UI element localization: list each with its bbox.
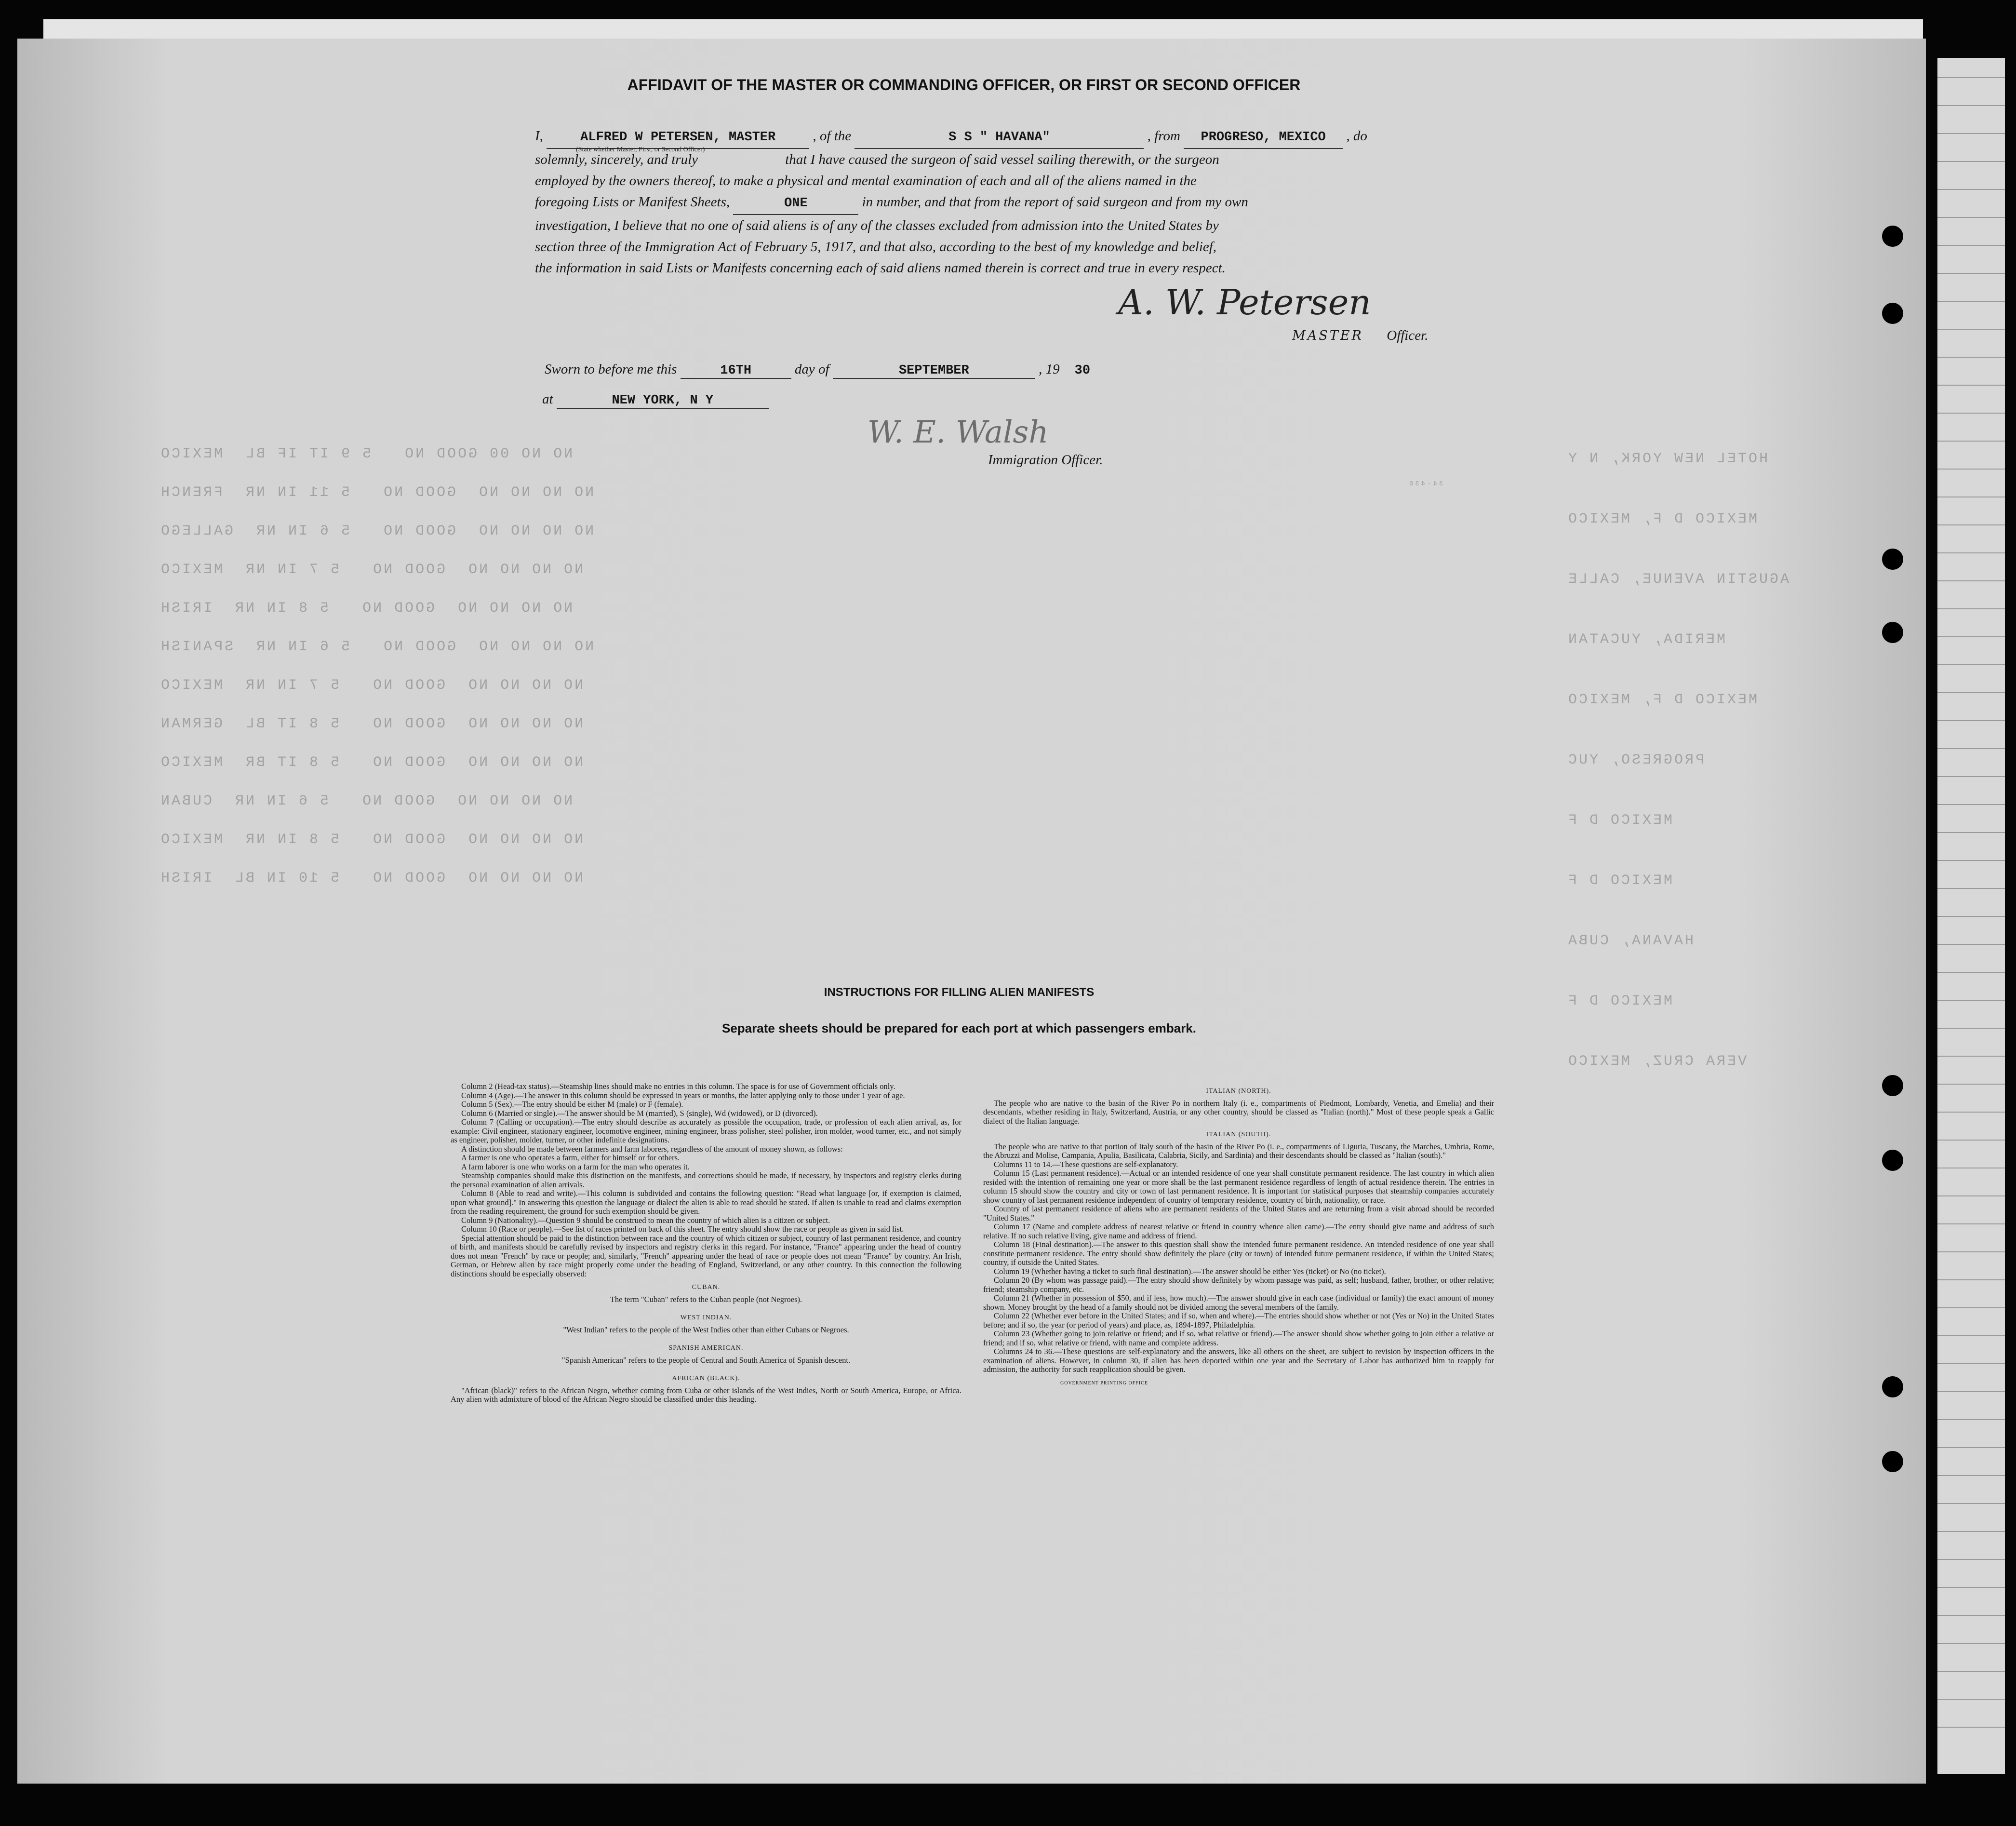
aff-line-7: the information in said Lists or Manifests concerning each of said aliens named therein is correct and true in every respect. <box>535 260 1226 276</box>
master-name-field: ALFRED W PETERSEN, MASTER <box>547 127 809 149</box>
ruled-line <box>1937 273 2005 274</box>
bleed-address: HAVANA, CUBA <box>1566 933 1694 949</box>
ruled-line <box>1937 692 2005 693</box>
signature-title: MASTER <box>1292 328 1363 343</box>
ruled-line <box>1937 1727 2005 1728</box>
ruled-line <box>1937 832 2005 833</box>
ruled-line <box>1937 1112 2005 1113</box>
bleed-row: NO NO NO NO GOOD NO 5 8 IT BL GERMAN <box>159 716 584 732</box>
instruction-paragraph: Column 17 (Name and complete address of nearest relative or friend in country whence alien came).—The entry should give name and address of such relative. If no such relative living, give name and address of friend. <box>983 1222 1494 1240</box>
bleed-address: MEXICO D F, MEXICO <box>1566 692 1758 708</box>
ruled-line <box>1937 804 2005 805</box>
ruled-line <box>1937 189 2005 190</box>
instruction-paragraph: Column 10 (Race or people).—See list of races printed on back of this sheet. The entry should show the race or people as given in said list. <box>461 1224 904 1234</box>
ruled-line <box>1937 1251 2005 1252</box>
ruled-line <box>1937 357 2005 358</box>
ruled-line <box>1937 1699 2005 1700</box>
ruled-line <box>1937 1084 2005 1085</box>
sworn-text: , 19 <box>1039 362 1060 377</box>
bleed-address: MEXICO D F <box>1566 993 1673 1009</box>
aff-text: I, <box>535 128 543 144</box>
instruction-paragraph: Country of last permanent residence of aliens who are permanent residents of the United States and are returning from a visit abroad should be recorded "United States." <box>983 1204 1494 1222</box>
ruled-line <box>1937 245 2005 246</box>
binder-hole <box>1882 622 1903 643</box>
instruction-paragraph: A distinction should be made between farmers and farm laborers, regardless of the amount of money shown, as follows: <box>461 1144 843 1154</box>
sworn-text: day of <box>794 362 829 377</box>
instruction-paragraph: The people who are native to that portion of Italy south of the basin of the River Po (i. e., compartments of Liguria, Tuscany, the Marches, Umbria, Rome, the Abruzzi and Molise, Campania, Apulia, Basilicata, Calabria, Sicily, and Sardinia) and their descendants should be classed as "Italian (south)." <box>983 1141 1494 1160</box>
ruled-line <box>1937 1000 2005 1001</box>
aff-line-2: solemnly, sincerely, and truly that I have caused the surgeon of said vessel sailing therewith, or the surgeon <box>535 152 1219 167</box>
section-heading: CUBAN. <box>692 1284 721 1291</box>
instruction-paragraph: Column 19 (Whether having a ticket to such final destination).—The answer should be either Yes (ticket) or No (no ticket). <box>994 1266 1386 1276</box>
ruled-line <box>1937 524 2005 525</box>
instruction-paragraph: A farmer is one who operates a farm, either for himself or for others. <box>461 1153 680 1162</box>
instructions-right-column <box>983 1082 1494 1391</box>
ruled-line <box>1937 1307 2005 1308</box>
aff-text: in number, and that from the report of said surgeon and from my own <box>862 194 1248 210</box>
ruled-line <box>1937 1419 2005 1420</box>
at-text: at <box>542 391 553 407</box>
binder-hole <box>1882 1150 1903 1171</box>
aff-text: foregoing Lists or Manifest Sheets, <box>535 194 730 210</box>
sworn-text: Sworn to before me this <box>545 362 677 377</box>
immigration-officer-signature: W. E. Walsh <box>868 415 1049 450</box>
instruction-paragraph: Column 8 (Able to read and write).—This column is subdivided and contains the following question: "Read what language [or, if exemption is claimed, upon what ground]." In answering this question the language or dialect the alien is able to read should be stated. If alien is unable to read and claims exemption from the reading requirement, the ground for such exemption should be given. <box>451 1189 961 1216</box>
bleed-row: NO NO NO NO GOOD NO 5 6 IN NR SPANISH <box>159 639 594 655</box>
section-heading: SPANISH AMERICAN. <box>668 1344 744 1352</box>
ruled-line <box>1937 385 2005 386</box>
bleed-row: NO NO NO NO GOOD NO 5 7 IN NR MEXICO <box>159 677 584 694</box>
ruled-line <box>1937 105 2005 106</box>
aff-text: , do <box>1346 128 1367 144</box>
ruled-line <box>1937 1391 2005 1392</box>
ruled-line <box>1937 217 2005 218</box>
instruction-paragraph: Column 9 (Nationality).—Question 9 should be construed to mean the country of which alien is a citizen or subject. <box>461 1215 830 1225</box>
instruction-paragraph: Column 2 (Head-tax status).—Steamship lines should make no entries in this column. The space is for use of Government officials only. <box>461 1082 895 1091</box>
port-field: PROGRESO, MEXICO <box>1184 127 1343 149</box>
ruled-line <box>1937 916 2005 917</box>
aff-line-3: employed by the owners thereof, to make a physical and mental examination of each and all of the aliens named in the <box>535 173 1197 188</box>
binder-hole <box>1882 226 1903 247</box>
ruled-line <box>1937 608 2005 609</box>
aff-line-5: investigation, I believe that no one of said aliens is of any of the classes excluded from admission into the United States by <box>535 218 1219 233</box>
place-line <box>542 391 769 409</box>
bleed-row: NO NO 00 GOOD NO 5 9 IT IF BL MEXICO <box>159 446 573 462</box>
ruled-line <box>1937 636 2005 637</box>
binder-hole <box>1882 1451 1903 1472</box>
aff-text: , of the <box>813 128 852 144</box>
bleed-row: NO NO NO NO GOOD NO 5 7 IN NR MEXICO <box>159 562 584 578</box>
ruled-line <box>1937 301 2005 302</box>
ruled-line <box>1937 776 2005 777</box>
instruction-paragraph: Columns 11 to 14.—These questions are self-explanatory. <box>994 1159 1178 1169</box>
ruled-line <box>1937 580 2005 581</box>
instruction-paragraph: Column 5 (Sex).—The entry should be either M (male) or F (female). <box>461 1100 683 1109</box>
binder-hole <box>1882 303 1903 324</box>
ruled-line <box>1937 888 2005 889</box>
ruled-line <box>1937 664 2005 665</box>
bleed-row: NO NO NO NO GOOD NO 5 8 IN NR MEXICO <box>159 832 584 848</box>
officer-suffix: Officer. <box>1387 328 1429 343</box>
sworn-day-field: 16TH <box>681 363 791 379</box>
binder-hole <box>1882 1075 1903 1096</box>
ruled-line <box>1937 1475 2005 1476</box>
bleed-row: NO NO NO NO GOOD NO 5 8 IT BR MEXICO <box>159 754 584 771</box>
instruction-paragraph: Column 23 (Whether going to join relative or friend; and if so, what relative or friend).—The answer should show whether going to join either a relative or friend; and if so, what relative or friend, with name and complete address. <box>983 1329 1494 1347</box>
bleed-address: HOTEL NEW YORK, N Y <box>1566 451 1768 467</box>
master-signature: A. W. Petersen <box>1118 282 1371 322</box>
ruled-line <box>1937 860 2005 861</box>
ruled-line <box>1937 413 2005 414</box>
bleed-address: MEXICO D F, MEXICO <box>1566 511 1758 527</box>
instruction-paragraph: Column 7 (Calling or occupation).—The entry should describe as accurately as possible the occupation, trade, or profession of each alien arrival, as, for example: Civil engineer, stationary engineer, locomotive engineer, mining engineer, brass polisher, steel polisher, iron molder, wood turner, etc., and not simply as engineer, polisher, molder, turner, or other indefinite designations. <box>451 1117 961 1144</box>
binder-hole <box>1882 549 1903 570</box>
aff-text: , from <box>1147 128 1180 144</box>
officer-type-note: (State whether Master, First, or Second Officer) <box>576 146 705 153</box>
section-heading: ITALIAN (NORTH). <box>1206 1088 1271 1095</box>
instructions-title: INSTRUCTIONS FOR FILLING ALIEN MANIFESTS <box>824 986 1095 999</box>
ruled-line <box>1937 1363 2005 1364</box>
bleed-address: MEXICO D F <box>1566 812 1673 829</box>
ruled-line <box>1937 748 2005 749</box>
section-heading: ITALIAN (SOUTH). <box>1206 1131 1271 1138</box>
binder-hole <box>1882 1376 1903 1397</box>
instruction-paragraph: Special attention should be paid to the distinction between race and the country of which citizen or subject, country of last permanent residence, and country of birth, and manifests should be carefully revised by inspectors and registry clerks in this regard. For instance, "France" appearing under the head of country does not mean "French" by race or people; and, similarly, "French" appearing under the head of race or people does not mean "France" by country. An Irish, German, or Hebrew alien by race might properly come under the heading of England, Switzerland, or any other country. In this connection the following distinctions should be especially observed: <box>451 1233 961 1278</box>
instruction-paragraph: A farm laborer is one who works on a farm for the man who operates it. <box>461 1162 690 1171</box>
ruled-line <box>1937 1587 2005 1588</box>
section-text: "West Indian" refers to the people of the West Indies other than either Cubans or Negroes. <box>563 1325 849 1334</box>
bleed-row: NO NO NO NO GOOD NO 5 11 IN NR FRENCH <box>159 484 594 501</box>
ruled-line <box>1937 1531 2005 1532</box>
ruled-line <box>1937 1643 2005 1644</box>
section-text: "Spanish American" refers to the people of Central and South America of Spanish descent. <box>561 1355 851 1365</box>
ruled-line <box>1937 329 2005 330</box>
manifest-sheet <box>17 39 1926 1784</box>
instruction-paragraph: Column 22 (Whether ever before in the United States; and if so, when and where).—The entries should show whether or not (Yes or No) in the United States before; and if so, the year (or period of years) and place, as, 1894-1897, Philadelphia. <box>983 1311 1494 1329</box>
ruled-line <box>1937 1195 2005 1196</box>
instructions-subtitle: Separate sheets should be prepared for each port at which passengers embark. <box>722 1021 1196 1035</box>
bleed-address: VERA CRUZ, MEXICO <box>1566 1053 1747 1070</box>
instruction-paragraph: Column 21 (Whether in possession of $50, and if less, how much).—The answer should give in each case (individual or family) the exact amount of money shown. Money brought by the head of a family should not be divided among the several members of the family. <box>983 1293 1494 1312</box>
ruled-line <box>1937 1559 2005 1560</box>
ruled-line <box>1937 1279 2005 1280</box>
affidavit-title: AFFIDAVIT OF THE MASTER OR COMMANDING OFFICER, OR FIRST OR SECOND OFFICER <box>627 76 1301 94</box>
instruction-paragraph: Column 18 (Final destination).—The answer to this question shall show the intended future permanent residence. An intended residence of one year shall constitute permanent residence. The entry should show definitely the place (city or town) of intended future permanent residence, if within the United States; country, if outside the United States. <box>983 1240 1494 1267</box>
immigration-officer-label: Immigration Officer. <box>988 452 1103 468</box>
ruled-line <box>1937 133 2005 134</box>
bleed-row: NO NO NO NO GOOD NO 5 6 IN NR GALLEGO <box>159 523 594 539</box>
vessel-field: S S " HAVANA" <box>854 127 1144 149</box>
sworn-year-field: 30 <box>1074 363 1091 378</box>
ruled-line <box>1937 1028 2005 1029</box>
ruled-line <box>1937 1671 2005 1672</box>
ruled-line <box>1937 552 2005 553</box>
bleed-address: PROGRESO, YUC <box>1566 752 1705 768</box>
form-number: 34-430 <box>1407 480 1443 488</box>
section-heading: AFRICAN (BLACK). <box>672 1375 740 1382</box>
ruled-line <box>1937 1140 2005 1141</box>
section-text: The people who are native to the basin of the River Po in northern Italy (i. e., compartments of Piedmont, Lombardy, Venetia, and Emelia) and their descendants, whether residing in Italy, Switzerland, Austria, or any other country, should be classed as "Italian (north)." Most of these people speak a Gallic dialect of the Italian language. <box>983 1098 1494 1126</box>
place-field: NEW YORK, N Y <box>557 393 769 409</box>
section-text: "African (black)" refers to the African Negro, whether coming from Cuba or other islands of the West Indies, North or South America, Europe, or Africa. Any alien with admixture of blood of the African Negro should be classified under this heading. <box>451 1385 961 1404</box>
bleed-row: NO NO NO NO GOOD NO 5 8 IN NR IRISH <box>159 600 573 617</box>
instructions-left-column <box>451 1082 961 1404</box>
signature-title-line <box>1272 328 1428 344</box>
ruled-line <box>1937 1056 2005 1057</box>
instruction-paragraph: Steamship companies should make this distinction on the manifests, and corrections should be made, if necessary, by inspectors and registry clerks during the personal examination of alien arrivals. <box>451 1171 961 1189</box>
ruled-line <box>1937 1503 2005 1504</box>
ruled-line <box>1937 161 2005 162</box>
ruled-line <box>1937 944 2005 945</box>
ruled-line <box>1937 1223 2005 1224</box>
instruction-paragraph: Column 4 (Age).—The answer in this column should be expressed in years or months, the latter applying only to those under 1 year of age. <box>461 1090 905 1100</box>
sworn-month-field: SEPTEMBER <box>833 363 1035 379</box>
ruled-line <box>1937 441 2005 442</box>
ruled-line <box>1937 469 2005 470</box>
ruled-line <box>1937 77 2005 78</box>
section-text: The term "Cuban" refers to the Cuban people (not Negroes). <box>610 1294 802 1304</box>
bleed-address: AGUSTIN AVENUE, CALLE <box>1566 571 1789 588</box>
instruction-paragraph: Column 6 (Married or single).—The answer should be M (married), S (single), Wd (widowed), or D (divorced). <box>461 1108 818 1118</box>
instruction-paragraph: Columns 24 to 36.—These questions are self-explanatory and the answers, like all others on the sheet, are subject to revision by inspection officers in the examination of aliens. However, in column 30, if alien has been deported within one year and the Secretary of Labor has authorized him to reapply for admission, the authority for such reapplication should be given. <box>983 1347 1494 1374</box>
section-heading: WEST INDIAN. <box>680 1314 732 1321</box>
ruled-line <box>1937 1335 2005 1336</box>
bleed-address: MERIDA, YUCATAN <box>1566 631 1726 648</box>
bleed-row: NO NO NO NO GOOD NO 5 6 IN NR CUBAN <box>159 793 573 809</box>
ruled-line <box>1937 720 2005 721</box>
ruled-line <box>1937 1447 2005 1448</box>
adjacent-page-strip <box>1937 58 2005 1774</box>
sworn-line <box>545 362 1102 379</box>
instruction-paragraph: Column 15 (Last permanent residence).—Actual or an intended residence of one year shall constitute permanent residence. The last country in which alien resided with the intention of remaining one year or more shall be the last permanent residence regardless of length of actual residence therein. The entries in column 15 should show the country and city or town of last permanent residence. It is important for statistical purposes that steamship companies accurately show country of last permanent residence independent of country of temporary residence, country of birth, nationality, or race. <box>983 1168 1494 1205</box>
ruled-line <box>1937 972 2005 973</box>
printer-imprint: GOVERNMENT PRINTING OFFICE <box>1060 1380 1148 1386</box>
aff-line-6: section three of the Immigration Act of February 5, 1917, and that also, according to the best of my knowledge and belief, <box>535 239 1217 255</box>
instruction-paragraph: Column 20 (By whom was passage paid).—The entry should show definitely by whom passage was paid, as self; husband, father, brother, or other relative; friend; steamship company, etc. <box>983 1276 1494 1294</box>
ruled-line <box>1937 1615 2005 1616</box>
bleed-row: NO NO NO NO GOOD NO 5 10 IN BL IRISH <box>159 870 584 886</box>
bleed-address: MEXICO D F <box>1566 873 1673 889</box>
under-sheet-edge <box>43 19 1923 39</box>
sheet-count-field: ONE <box>733 193 858 215</box>
